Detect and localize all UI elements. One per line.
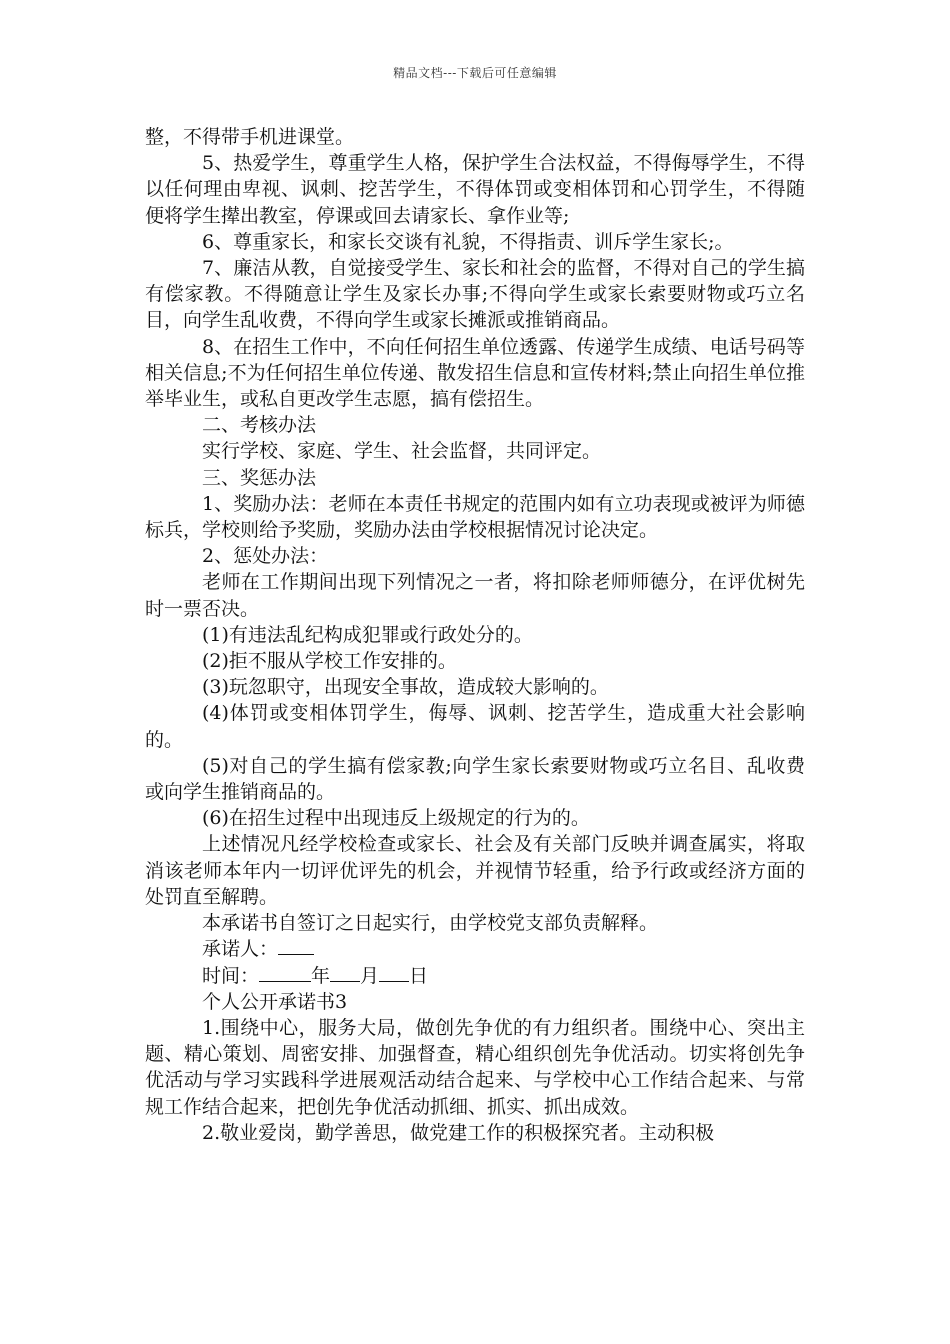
paragraph: 整，不得带手机进课堂。	[145, 126, 355, 148]
month-blank	[330, 963, 360, 982]
document-body	[145, 124, 805, 1146]
year-label: 年	[311, 964, 331, 987]
time-label: 时间：	[202, 964, 260, 987]
paragraph: (6)在招生过程中出现违反上级规定的行为的。	[202, 807, 590, 830]
paragraph: 本承诺书自签订之日起实行，由学校党支部负责解释。	[202, 912, 659, 935]
promiser-label: 承诺人：	[202, 938, 279, 961]
promiser-line	[145, 936, 805, 962]
page-header: 精品文档---下载后可任意编辑	[393, 66, 557, 80]
paragraph: 7、廉洁从教，自觉接受学生、家长和社会的监督，不得对自己的学生搞有偿家教。不得随意让学生及家长办事;不得向学生或家长索要财物或巧立名目，向学生乱收费，不得向学生或家长摊派或推销商品。	[145, 257, 805, 332]
paragraph: 2.敬业爱岗，勤学善思，做党建工作的积极探究者。主动积极	[202, 1121, 715, 1144]
paragraph: 2、惩处办法：	[202, 545, 329, 568]
paragraph: 8、在招生工作中，不向任何招生单位透露、传递学生成绩、电话号码等相关信息;不为任何招生单位传递、散发招生信息和宣传材料;禁止向招生单位推举毕业生，或私自更改学生志愿，搞有偿招生。	[145, 335, 805, 411]
paragraph: 1.围绕中心，服务大局，做创先争优的有力组织者。围绕中心、突出主题、精心策划、周密安排、加强督查，精心组织创先争优活动。切实将创先争优活动与学习实践科学进展观活动结合起来、与学校中心工作结合起来、与常规工作结合起来，把创先争优活动抓细、抓实、抓出成效。	[145, 1016, 805, 1118]
paragraph: (1)有违法乱纪构成犯罪或行政处分的。	[202, 623, 533, 646]
paragraph: 老师在工作期间出现下列情况之一者，将扣除老师师德分，在评优树先时一票否决。	[145, 571, 805, 620]
paragraph: 5、热爱学生，尊重学生人格，保护学生合法权益，不得侮辱学生，不得以任何理由卑视、讽刺、挖苦学生，不得体罚或变相体罚和心罚学生，不得随便将学生撵出教室，停课或回去请家长、拿作业等;	[145, 152, 805, 227]
paragraph: (3)玩忽职守，出现安全事故，造成较大影响的。	[202, 676, 609, 699]
paragraph: 上述情况凡经学校检查或家长、社会及有关部门反映并调查属实，将取消该老师本年内一切评优评先的机会，并视情节轻重，给予行政或经济方面的处罚直至解聘。	[145, 833, 805, 908]
paragraph: 实行学校、家庭、学生、社会监督，共同评定。	[202, 440, 602, 463]
paragraph: (5)对自己的学生搞有偿家教;向学生家长索要财物或巧立名目、乱收费或向学生推销商品的。	[145, 754, 805, 804]
promiser-blank	[278, 936, 314, 955]
day-label: 日	[409, 964, 429, 987]
paragraph: 二、考核办法	[202, 414, 317, 437]
paragraph: (2)拒不服从学校工作安排的。	[202, 650, 457, 673]
paragraph: 三、奖惩办法	[202, 466, 317, 489]
time-line	[145, 963, 805, 989]
paragraph: 6、尊重家长，和家长交谈有礼貌，不得指责、训斥学生家长;。	[202, 230, 734, 253]
body-section-2	[145, 989, 805, 1146]
paragraph: 个人公开承诺书3	[202, 990, 348, 1013]
day-blank	[379, 963, 409, 982]
paragraph: 1、奖励办法：老师在本责任书规定的范围内如有立功表现或被评为师德标兵，学校则给予奖励，奖励办法由学校根据情况讨论决定。	[145, 492, 805, 542]
month-label: 月	[360, 964, 380, 987]
year-blank	[259, 963, 311, 982]
body-section-1	[145, 124, 805, 936]
paragraph: (4)体罚或变相体罚学生，侮辱、讽刺、挖苦学生，造成重大社会影响的。	[145, 702, 805, 751]
